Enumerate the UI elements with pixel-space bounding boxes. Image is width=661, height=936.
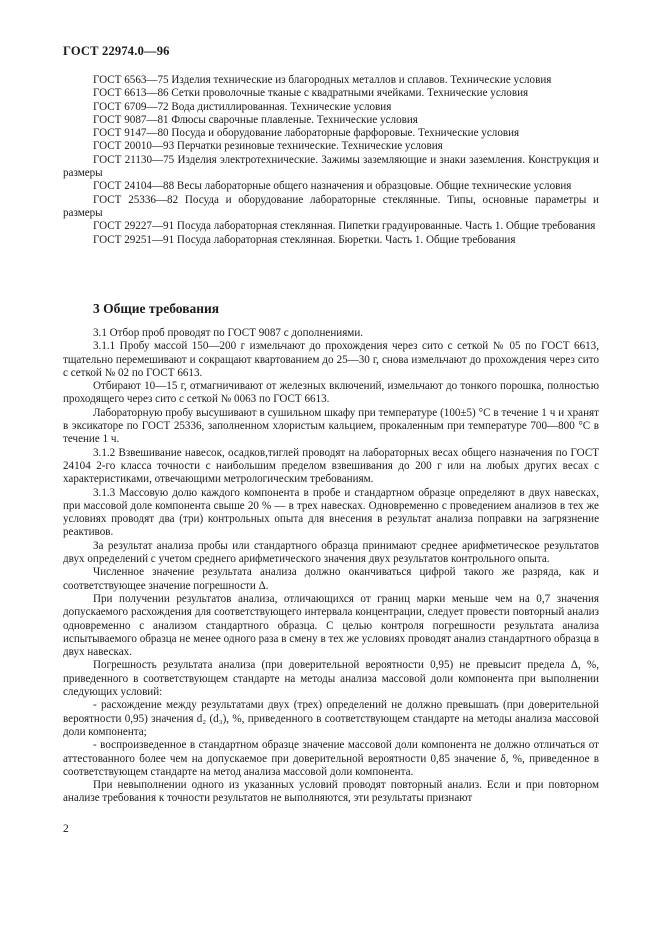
- reference-item: ГОСТ 9147—80 Посуда и оборудование лабораторные фарфоровые. Технические условия: [93, 127, 520, 140]
- reference-item: ГОСТ 24104—88 Весы лабораторные общего назначения и образцовые. Общие технические условия: [93, 180, 572, 193]
- paragraph: Отбирают 10—15 г, отмагничивают от железных включений, измельчают до тонкого порошка, полностью проходящего через сито с сеткой № 0063 по ГОСТ 6613.: [63, 380, 599, 406]
- paragraph: Лабораторную пробу высушивают в сушильном шкафу при температуре (100±5) °С в течение 1 ч и хранят в эксикаторе по ГОСТ 25336, заполненном хлористым кальцием, прокаленным при температуре 700—800 °С в течение 1 ч.: [63, 406, 599, 446]
- reference-item: ГОСТ 6613—86 Сетки проволочные тканые с квадратными ячейками. Технические условия: [93, 87, 529, 100]
- reference-item: ГОСТ 20010—93 Перчатки резиновые технические. Технические условия: [93, 140, 443, 153]
- reference-item: ГОСТ 25336—82 Посуда и оборудование лабораторные стеклянные. Типы, основные параметры и размеры: [63, 193, 599, 219]
- reference-item: ГОСТ 6709—72 Вода дистиллированная. Технические условия: [93, 100, 392, 113]
- paragraph: 3.1 Отбор проб проводят по ГОСТ 9087 с дополнениями.: [93, 327, 364, 339]
- document-header: ГОСТ 22974.0—96: [63, 44, 170, 58]
- condition-item: - воспроизведенное в стандартном образце значение массовой доли компонента не должно отличаться от аттестованного более чем на допускаемое при доверительной вероятности 0,85 значение δ, %, приведенное в соответствующем стандарте на метод анализа массовой доли компонента.: [63, 739, 599, 778]
- paragraph: За результат анализа пробы или стандартного образца принимают среднее арифметическое результатов двух определений с учетом среднего арифметического значения двух результатов контрольного опыта.: [63, 539, 599, 566]
- reference-item: ГОСТ 9087—81 Флюсы сварочные плавленые. Технические условия: [93, 113, 418, 126]
- paragraph: При получении результатов анализа, отличающихся от границ марки меньше чем на 0,7 значения допускаемого расхождения для соответствующего интервала концентрации, следует провести повторный анализ одновременно с анализом стандартного образца. С целью контроля погрешности результата анализа испытываемого образца не менее одного раза в смену в тех же условиях проводят анализ стандартного образца в двух навесках.: [63, 592, 599, 659]
- paragraph: 3.1.3 Массовую долю каждого компонента в пробе и стандартном образце определяют в двух навесках, при массовой доле компонента свыше 20 % — в трех навесках. Одновременно с проведением анализов в тех же условиях проводят два (три) контрольных опыта для внесения в результат анализа поправки на загрязнение реактивов.: [63, 486, 599, 539]
- normative-references-list: [63, 74, 599, 247]
- paragraph: 3.1.2 Взвешивание навесок, осадков,тиглей проводят на лабораторных весах общего назначения по ГОСТ 24104 2-го класса точности с наибольшим пределом взвешивания до 200 г или на любых других весах с характеристиками, отвечающими метрологическим требованиям.: [63, 446, 599, 486]
- reference-item: ГОСТ 29227—91 Посуда лабораторная стеклянная. Пипетки градуированные. Часть 1. Общие требования: [93, 220, 596, 233]
- paragraph: При невыполнении одного из указанных условий проводят повторный анализ. Если и при повторном анализе требования к точности результатов не выполняются, эти результаты признают: [63, 779, 599, 805]
- paragraph: 3.1.1 Пробу массой 150—200 г измельчают до прохождения через сито с сеткой № 05 по ГОСТ 6613, тщательно перемешивают и сокращают квартованием до 25—30 г, снова измельчают до прохождения через сито с сеткой № 02 по ГОСТ 6613.: [63, 340, 599, 379]
- condition-item: - расхождение между результатами двух (трех) определений не должно превышать (при доверительной вероятности 0,95) значения d₂ (d₃), %, приведенного в соответствующем стандарте на методы анализа массовой доли компонента;: [63, 699, 599, 738]
- reference-item: ГОСТ 21130—75 Изделия электротехнические. Зажимы заземляющие и знаки заземления. Конструкция и размеры: [63, 153, 599, 180]
- section-title: 3 Общие требования: [93, 301, 220, 316]
- page-number: 2: [63, 823, 69, 835]
- paragraph: Численное значение результата анализа должно оканчиваться цифрой такого же разряда, как и соответствующее значение погрешности Δ.: [63, 566, 599, 592]
- reference-item: ГОСТ 29251—91 Посуда лабораторная стеклянная. Бюретки. Часть 1. Общие требования: [93, 233, 516, 246]
- reference-item: ГОСТ 6563—75 Изделия технические из благородных металлов и сплавов. Технические условия: [93, 74, 552, 86]
- paragraph: Погрешность результата анализа (при доверительной вероятности 0,95) не превысит предела Δ, %, приведенного в соответствующем стандарте на методы анализа массовой доли компонента при выполнении следующих условий:: [63, 659, 599, 699]
- section-body: [63, 327, 599, 806]
